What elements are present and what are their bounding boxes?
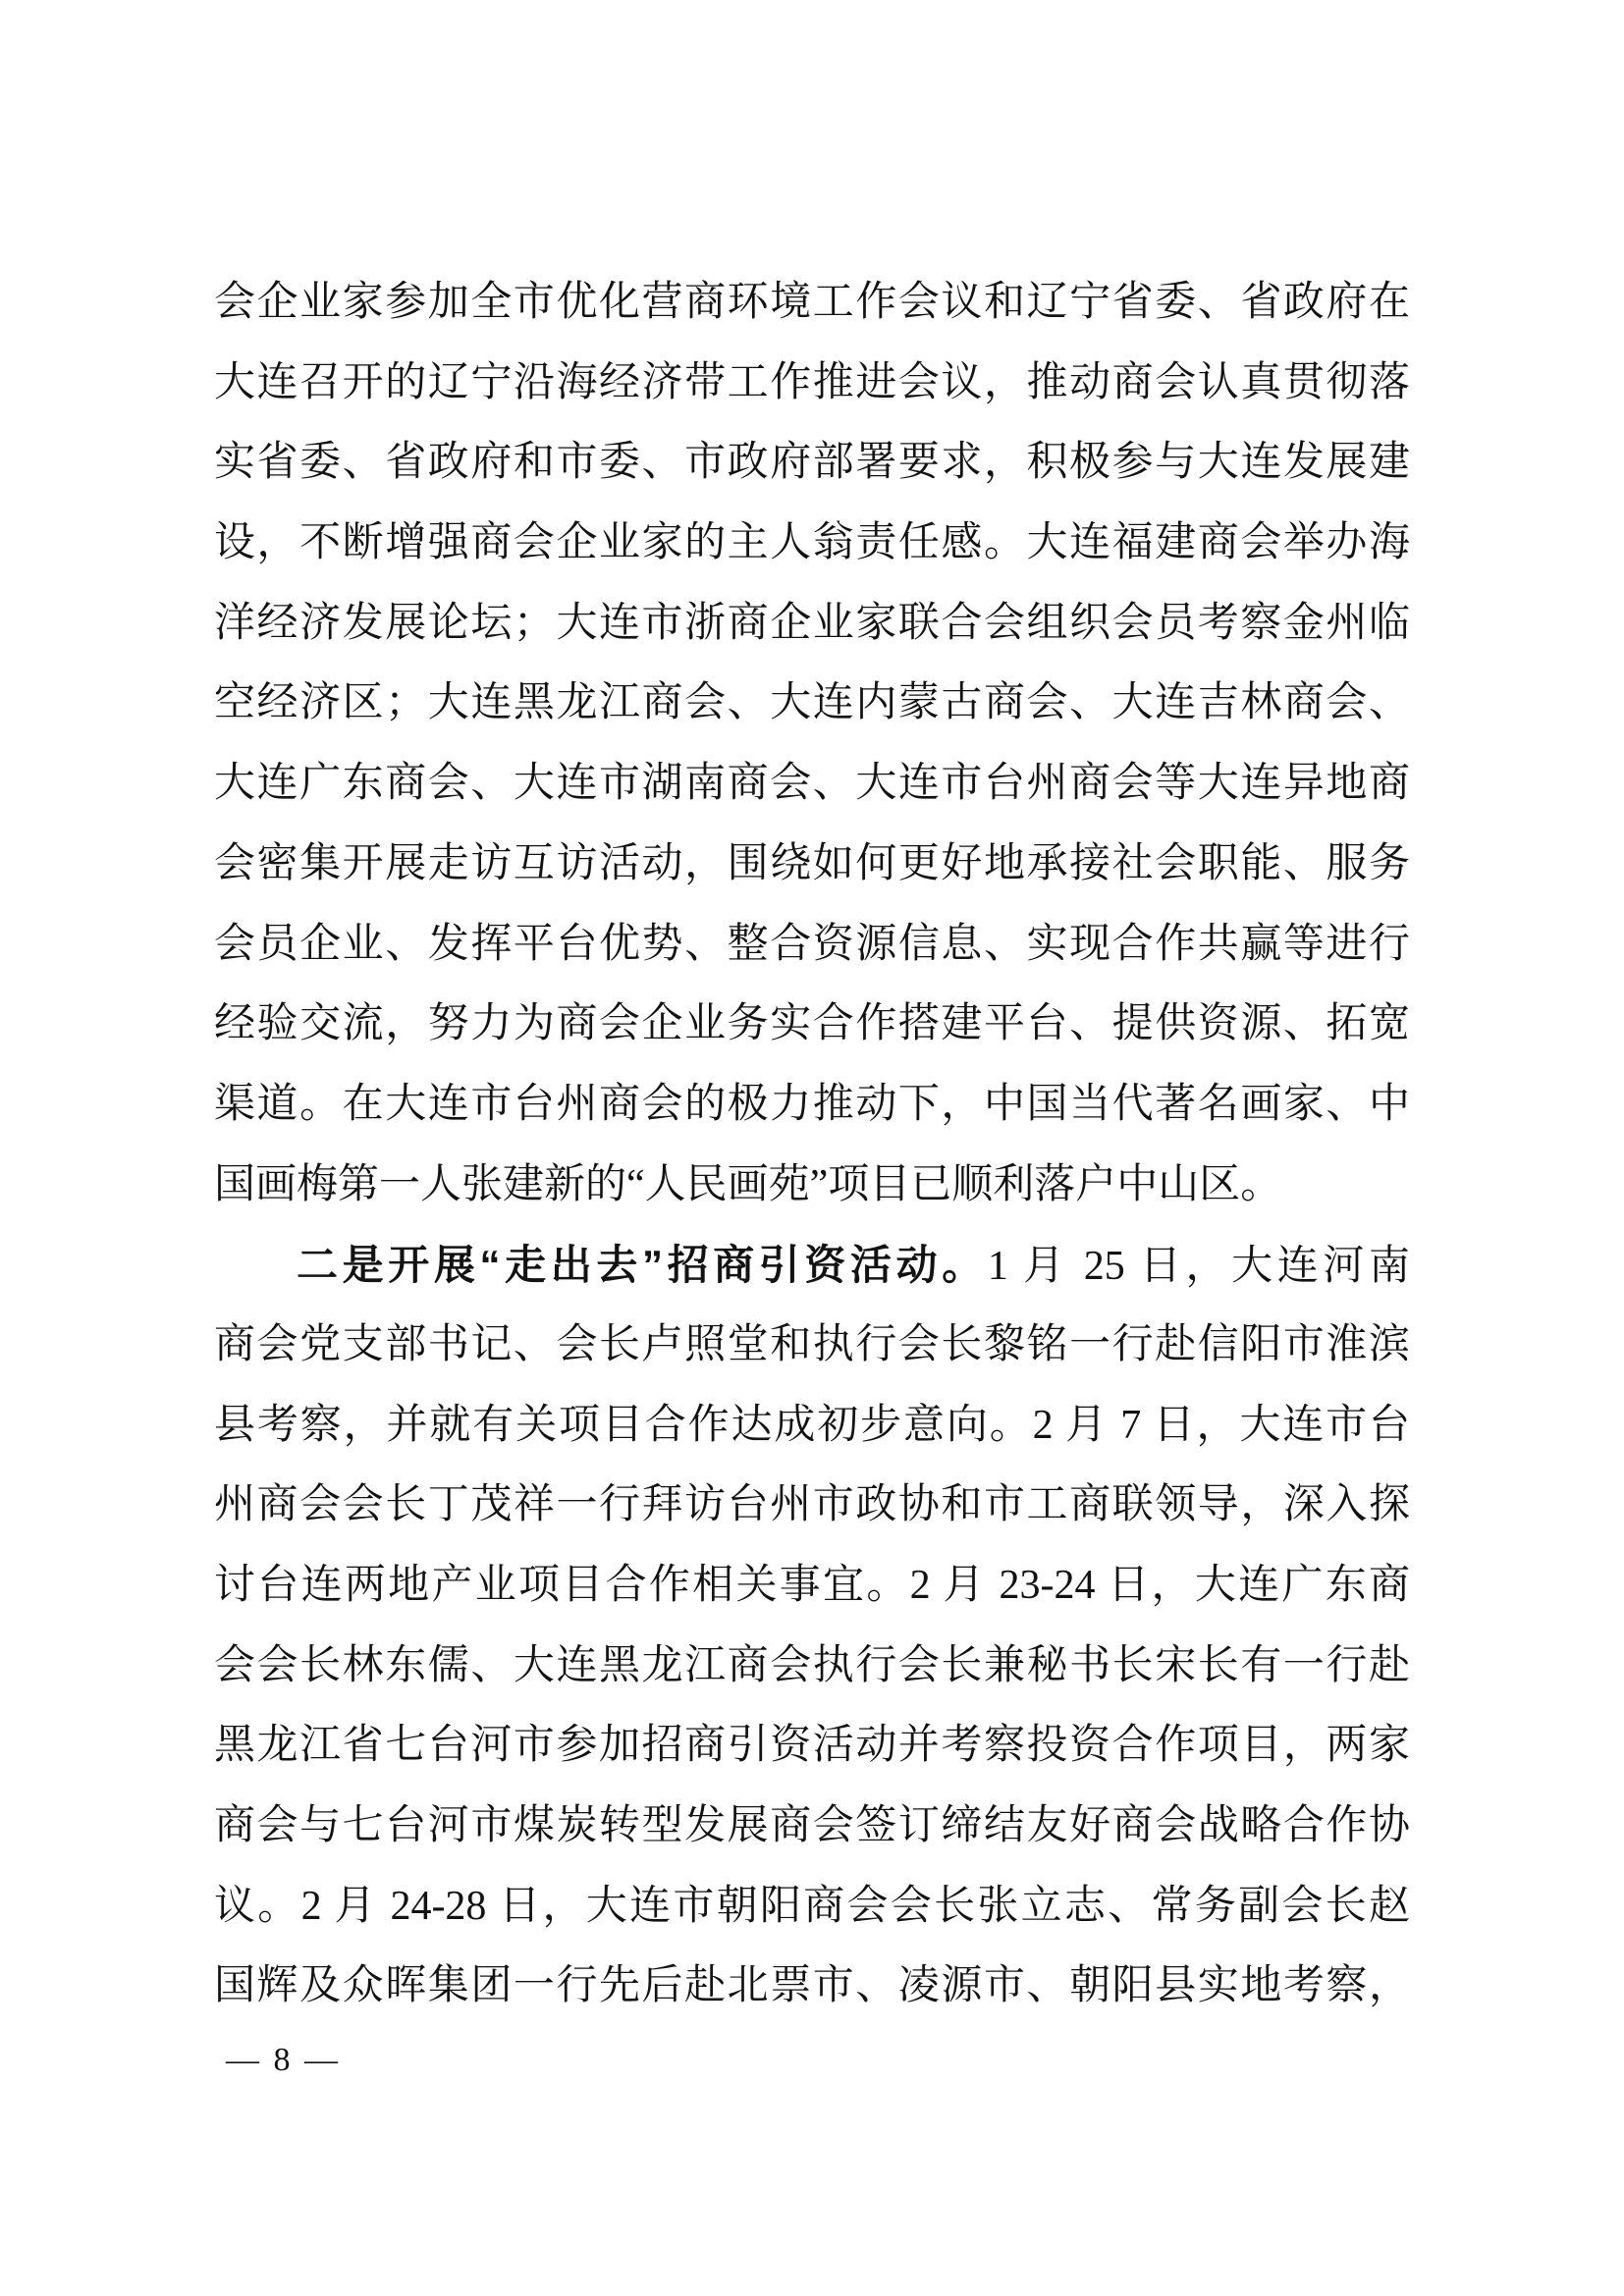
text-line: 会企业家参加全市优化营商环境工作会议和辽宁省委、省政府在	[214, 280, 1410, 325]
text-line: 洋经济发展论坛；大连市浙商企业家联合会组织会员考察金州临	[214, 600, 1410, 646]
text-line: 议。2 月 24-28 日，大连市朝阳商会会长张立志、常务副会长赵	[214, 1883, 1410, 1929]
bold-run-in-heading: 二是开展“走出去”招商引资活动。	[297, 1242, 988, 1289]
text-run: 1 月 25 日，大连河南	[987, 1244, 1410, 1290]
text-line: 大连召开的辽宁沿海经济带工作推进会议，推动商会认真贯彻落	[214, 359, 1410, 405]
text-line: 县考察，并就有关项目合作达成初步意向。2 月 7 日，大连市台	[214, 1402, 1410, 1448]
text-line: 经验交流，努力为商会企业务实合作搭建平台、提供资源、拓宽	[214, 1001, 1410, 1047]
text-line: 大连广东商会、大连市湖南商会、大连市台州商会等大连异地商	[214, 761, 1410, 807]
text-line: 渠道。在大连市台州商会的极力推动下，中国当代著名画家、中	[214, 1081, 1410, 1127]
document-body	[214, 263, 1410, 2027]
paragraph2-first-line	[214, 1225, 1410, 1306]
text-line: 商会党支部书记、会长卢照堂和执行会长黎铭一行赴信阳市淮滨	[214, 1321, 1410, 1367]
text-line: 讨台连两地产业项目合作相关事宜。2 月 23-24 日，大连广东商	[214, 1563, 1410, 1608]
text-line: 空经济区；大连黑龙江商会、大连内蒙古商会、大连吉林商会、	[214, 680, 1410, 726]
text-line: 国辉及众晖集团一行先后赴北票市、凌源市、朝阳县实地考察，	[214, 1963, 1410, 2009]
text-line: 州商会会长丁茂祥一行拜访台州市政协和市工商联领导，深入探	[214, 1482, 1410, 1528]
page-number: — 8 —	[226, 2042, 341, 2078]
text-line: 会会长林东儒、大连黑龙江商会执行会长兼秘书长宋长有一行赴	[214, 1642, 1410, 1688]
text-line: 商会与七台河市煤炭转型发展商会签订缔结友好商会战略合作协	[214, 1803, 1410, 1849]
text-line: 黑龙江省七台河市参加招商引资活动并考察投资合作项目，两家	[214, 1723, 1410, 1769]
text-line-paragraph-end: 国画梅第一人张建新的“人民画苑”项目已顺利落户中山区。	[214, 1161, 1282, 1207]
text-line: 实省委、省政府和市委、市政府部署要求，积极参与大连发展建	[214, 440, 1410, 486]
text-line: 会密集开展走访互访活动，围绕如何更好地承接社会职能、服务	[214, 840, 1410, 886]
text-line: 会员企业、发挥平台优势、整合资源信息、实现合作共赢等进行	[214, 921, 1410, 967]
text-line: 设，不断增强商会企业家的主人翁责任感。大连福建商会举办海	[214, 520, 1410, 566]
